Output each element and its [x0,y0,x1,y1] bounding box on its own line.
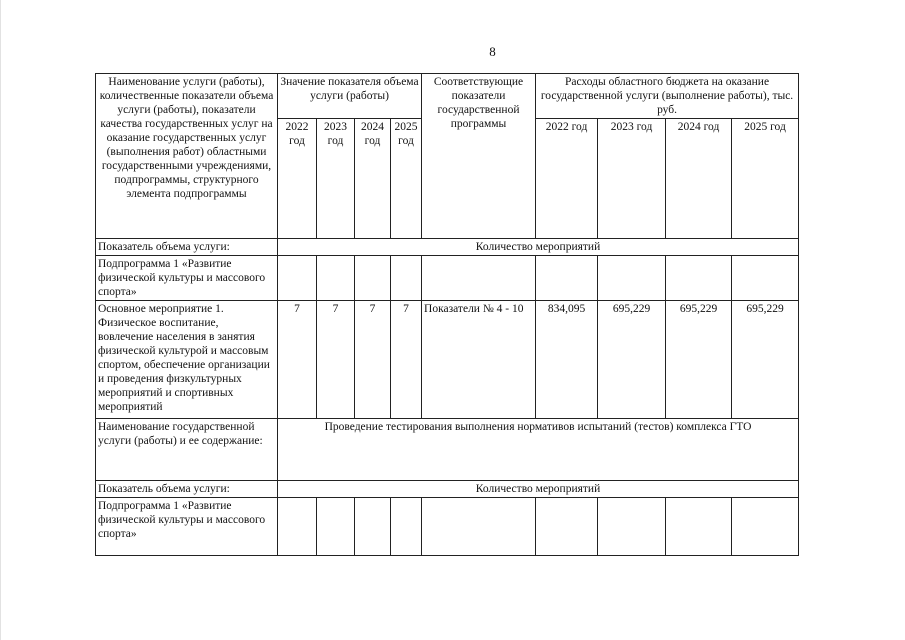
main-event-expense-2023: 695,229 [598,301,666,419]
page-margin-line [0,0,1,640]
volume-indicator-label-2: Показатель объема услуги: [96,481,278,498]
header-name-cell: Наименование услуги (работы), количественные показатели объема услуги (работы), показатели качества государственных услуг на оказание государственных услуг (выполнения работ) областными государственными учреждениями, подпрограммы, структурного элемента подпрограммы [96,74,278,239]
header-year-2022: 2022 год [278,119,317,239]
volume-indicator-label: Показатель объема услуги: [96,239,278,256]
service-name-value: Проведение тестирования выполнения нормативов испытаний (тестов) комплекса ГТО [278,419,799,481]
main-event-label: Основное мероприятие 1. Физическое воспитание, вовлечение населения в занятия физической культурой и массовым спортом, обеспечение организации и проведения физкультурных мероприятий и спортивных мероприятий [96,301,278,419]
header-expense-year-2022: 2022 год [536,119,598,239]
header-year-2024: 2024 год [355,119,391,239]
volume-indicator-value-2: Количество мероприятий [278,481,799,498]
page-number: 8 [489,44,496,59]
volume-indicator-value: Количество мероприятий [278,239,799,256]
main-event-program-indicators: Показатели № 4 - 10 [422,301,536,419]
header-expense-year-2024: 2024 год [666,119,732,239]
main-event-value-2023: 7 [317,301,355,419]
subprogram-row-label: Подпрограмма 1 «Развитие физической культуры и массового спорта» [96,256,278,301]
main-event-value-2024: 7 [355,301,391,419]
header-expenses-cell: Расходы областного бюджета на оказание государственной услуги (выполнение работы), тыс. руб. [536,74,799,119]
budget-table [95,73,799,556]
main-event-expense-2022: 834,095 [536,301,598,419]
header-year-2025: 2025 год [391,119,422,239]
main-event-value-2022: 7 [278,301,317,419]
header-expense-year-2023: 2023 год [598,119,666,239]
subprogram-row-label-2: Подпрограмма 1 «Развитие физической культуры и массового спорта» [96,498,278,556]
header-program-cell: Соответствующие показатели государственной программы [422,74,536,239]
service-name-label: Наименование государственной услуги (работы) и ее содержание: [96,419,278,481]
header-value-cell: Значение показателя объема услуги (работы) [278,74,422,119]
main-event-value-2025: 7 [391,301,422,419]
header-year-2023: 2023 год [317,119,355,239]
main-event-expense-2024: 695,229 [666,301,732,419]
header-expense-year-2025: 2025 год [732,119,799,239]
main-event-expense-2025: 695,229 [732,301,799,419]
